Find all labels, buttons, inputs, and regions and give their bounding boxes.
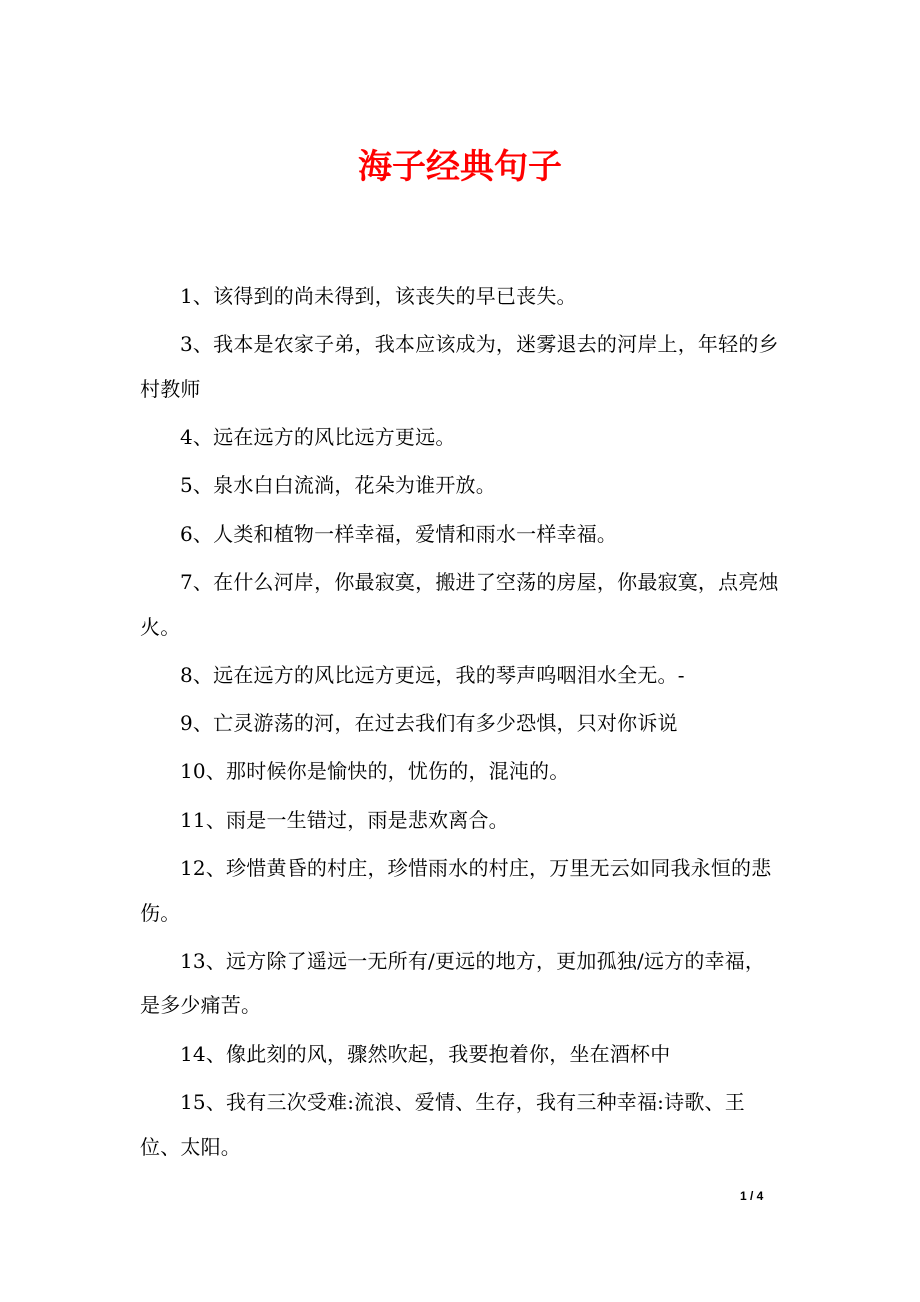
paragraph: 14、像此刻的风，骤然吹起，我要抱着你，坐在酒杯中	[180, 1041, 671, 1066]
paragraph: 9、亡灵游荡的河，在过去我们有多少恐惧，只对你诉说	[180, 711, 678, 736]
paragraph: 13、远方除了遥远一无所有/更远的地方，更加孤独/远方的幸福，是多少痛苦。	[140, 948, 766, 1018]
document-body	[140, 274, 785, 1173]
paragraph: 8、远在远方的风比远方更远，我的琴声呜咽泪水全无。-	[180, 662, 685, 687]
paragraph: 6、人类和植物一样幸福，爱情和雨水一样幸福。	[180, 521, 618, 546]
paragraph: 4、远在远方的风比远方更远。	[180, 425, 456, 450]
paragraph: 1、该得到的尚未得到，该丧失的早已丧失。	[180, 284, 577, 308]
paragraph: 3、我本是农家子弟，我本应该成为，迷雾退去的河岸上，年轻的乡村教师	[140, 332, 779, 401]
document-title: 海子经典句子	[358, 147, 562, 187]
paragraph: 12、珍惜黄昏的村庄，珍惜雨水的村庄，万里无云如同我永恒的悲伤。	[140, 856, 772, 925]
page-number: 1 / 4	[740, 1189, 764, 1203]
paragraph: 10、那时候你是愉快的，忧伤的，混沌的。	[180, 759, 570, 784]
paragraph: 11、雨是一生错过，雨是悲欢离合。	[180, 807, 509, 832]
paragraph: 15、我有三次受难:流浪、爱情、生存，我有三种幸福:诗歌、王位、太阳。	[140, 1090, 745, 1159]
paragraph: 7、在什么河岸，你最寂寞，搬进了空荡的房屋，你最寂寞，点亮烛火。	[140, 570, 779, 639]
paragraph: 5、泉水白白流淌，花朵为谁开放。	[180, 473, 496, 498]
